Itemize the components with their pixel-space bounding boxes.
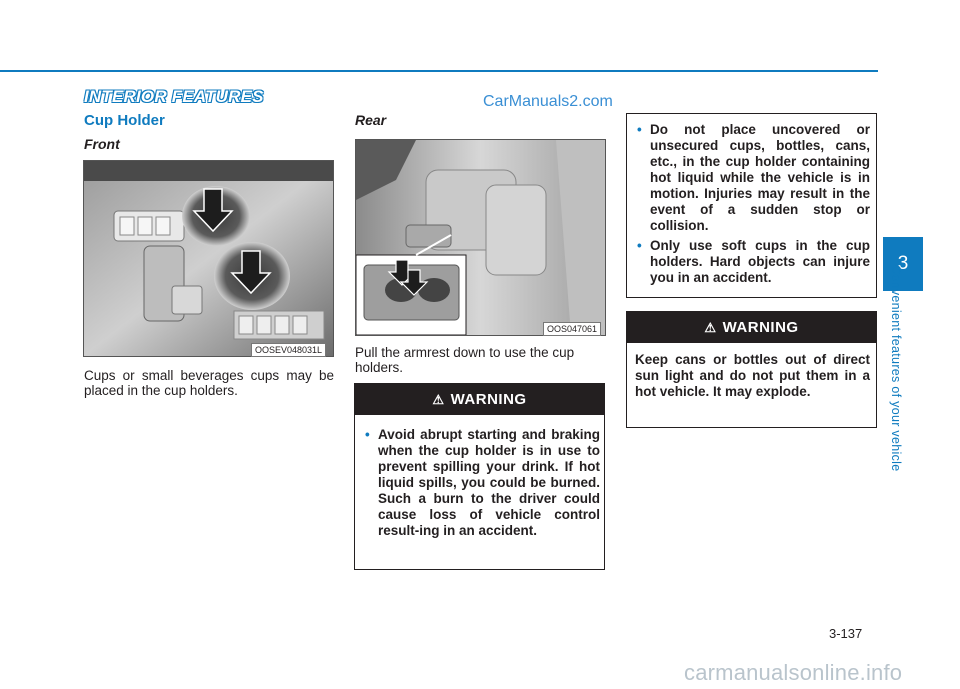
rear-body-text: Pull the armrest down to use the cup holders. bbox=[355, 345, 575, 375]
front-image-code: OOSEV048031L bbox=[251, 343, 326, 357]
caution-bullets-box bbox=[626, 113, 877, 298]
rear-image-code: OOS047061 bbox=[543, 322, 601, 336]
warning-title: WARNING bbox=[722, 319, 799, 336]
warning-header bbox=[627, 312, 876, 343]
header-rule bbox=[0, 70, 878, 72]
warning-title: WARNING bbox=[450, 391, 527, 408]
front-cup-holder-photo bbox=[83, 160, 334, 357]
warning-triangle-icon: ⚠ bbox=[432, 391, 445, 407]
bullet-icon: • bbox=[637, 238, 642, 253]
warning-header bbox=[355, 384, 604, 415]
list-item: • Do not place uncovered or unsecured cups, bottles, cans, etc., in the cup holder containing hot liquid while the vehicle is in motion. Injuries may result in the event of a sudden stop or collision. bbox=[637, 122, 870, 233]
warning-list bbox=[355, 415, 604, 539]
list-item: • Avoid abrupt starting and braking when the cup holder is in use to prevent spilling your drink. If hot liquid spills, you could be burned. Such a burn to the driver could cause loss of vehicle control result-ing in an accident. bbox=[365, 427, 600, 538]
bullet-icon: • bbox=[637, 122, 642, 137]
cup-holder-heading: Cup Holder bbox=[84, 112, 165, 129]
warning-triangle-icon: ⚠ bbox=[704, 319, 717, 335]
rear-warning-box bbox=[354, 383, 605, 570]
rear-label: Rear bbox=[355, 112, 387, 128]
front-body-text: Cups or small beverages cups may be placed in the cup holders. bbox=[84, 368, 334, 398]
right-warning-box bbox=[626, 311, 877, 428]
list-item: • Only use soft cups in the cup holders. Hard objects can injure you in an accident. bbox=[637, 238, 870, 285]
rear-cup-holder-photo bbox=[355, 139, 606, 336]
chapter-title: Convenient features of your vehicle bbox=[889, 265, 903, 472]
watermark-top: CarManuals2.com bbox=[483, 93, 613, 110]
chapter-tab: 3 bbox=[883, 237, 923, 291]
watermark-bottom: carmanualsonline.info bbox=[684, 660, 903, 685]
caution-list bbox=[627, 114, 876, 286]
page-number: 3-137 bbox=[829, 626, 863, 641]
section-title: INTERIOR FEATURES bbox=[84, 87, 264, 106]
bullet-icon: • bbox=[365, 427, 370, 442]
warning-text: Keep cans or bottles out of direct sun light and do not put them in a hot vehicle. It may explode. bbox=[635, 352, 870, 399]
front-label: Front bbox=[84, 136, 120, 152]
